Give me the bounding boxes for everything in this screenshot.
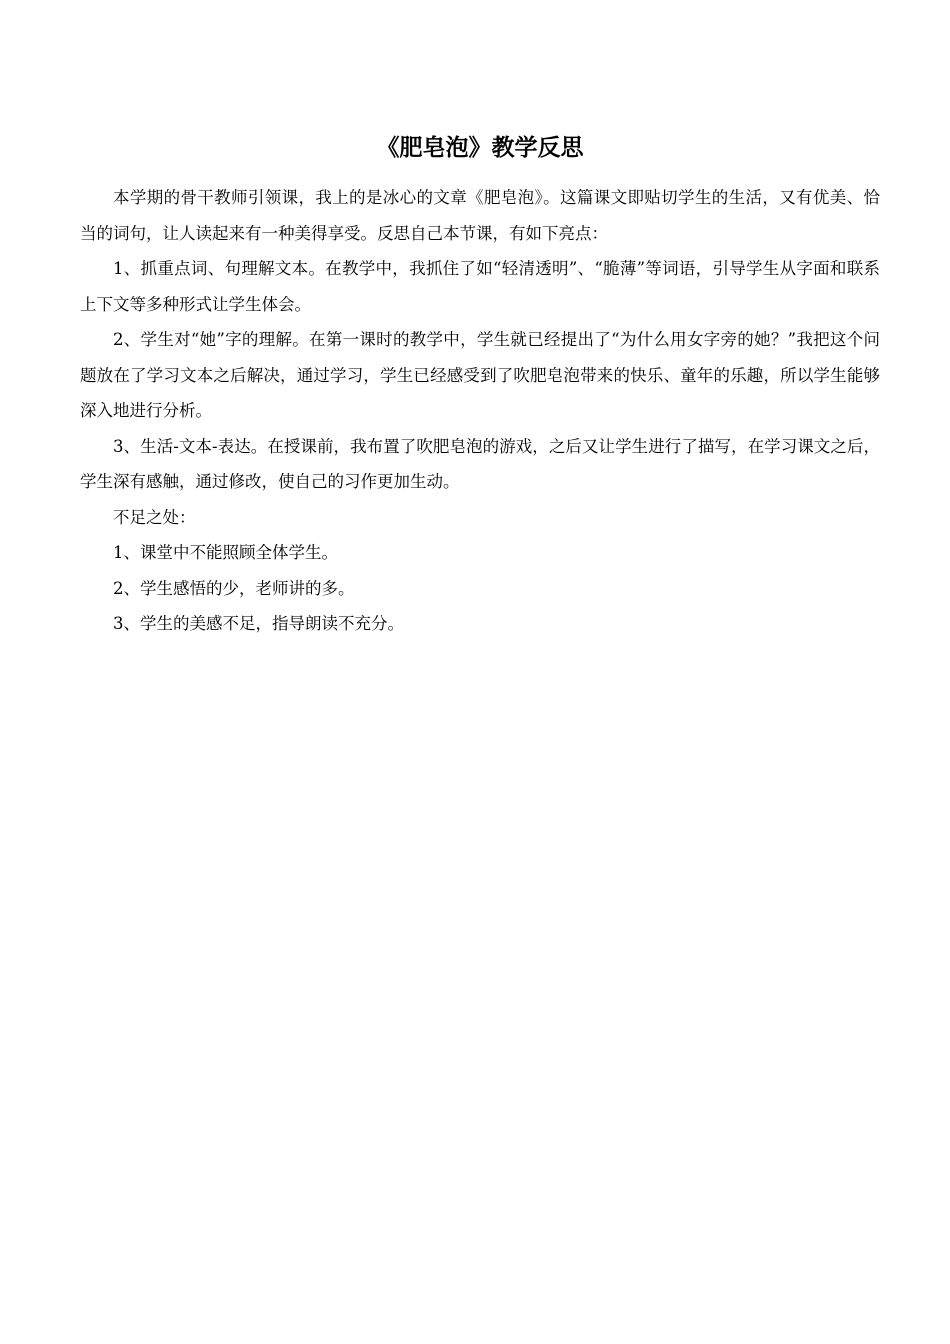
paragraph-shortcoming-2: 2、学生感悟的少，老师讲的多。 xyxy=(113,578,355,598)
document-title: 《肥皂泡》教学反思 xyxy=(376,135,584,161)
paragraph-highlight-2: 2、学生对“她”字的理解。在第一课时的教学中，学生就已经提出了“为什么用女字旁的她？”我把这个问题放在了学习文本之后解决，通过学习，学生已经感受到了吹肥皂泡带来的快乐、童年的乐趣，所以学生能够深入地进行分析。 xyxy=(80,330,880,420)
paragraph-highlight-3: 3、生活-文本-表达。在授课前，我布置了吹肥皂泡的游戏，之后又让学生进行了描写，在学习课文之后，学生深有感触，通过修改，使自己的习作更加生动。 xyxy=(80,436,880,491)
paragraph-intro: 本学期的骨干教师引领课，我上的是冰心的文章《肥皂泡》。这篇课文即贴切学生的生活，又有优美、恰当的词句，让人读起来有一种美得享受。反思自己本节课，有如下亮点： xyxy=(80,188,880,243)
paragraph-shortcomings-heading: 不足之处： xyxy=(113,507,196,527)
paragraph-highlight-1: 1、抓重点词、句理解文本。在教学中，我抓住了如“轻清透明”、“脆薄”等词语，引导学生从字面和联系上下文等多种形式让学生体会。 xyxy=(80,259,880,314)
paragraph-shortcoming-3: 3、学生的美感不足，指导朗读不充分。 xyxy=(113,614,404,633)
document-body xyxy=(80,130,880,642)
paragraph-shortcoming-1: 1、课堂中不能照顾全体学生。 xyxy=(113,543,338,562)
